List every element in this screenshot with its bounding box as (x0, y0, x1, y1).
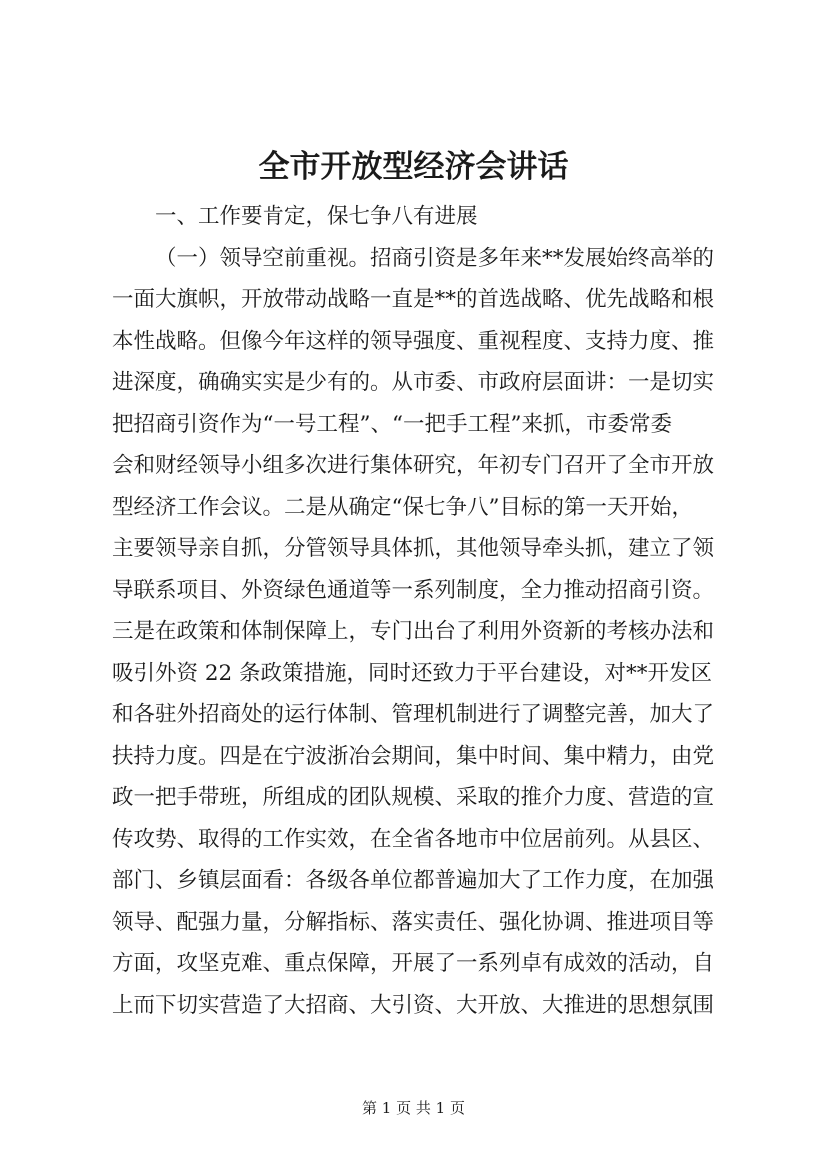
paragraph-line: 一面大旗帜，开放带动战略一直是**的首选战略、优先战略和根 (112, 287, 715, 312)
paragraph-line: 传攻势、取得的工作实效，在全省各地市中位居前列。从县区、 (112, 826, 715, 852)
document-body (112, 196, 739, 1026)
paragraph-line: 方面，攻坚克难、重点保障，开展了一系列卓有成效的活动，自 (112, 951, 715, 976)
paragraph-line: 政一把手带班，所组成的团队规模、采取的推介力度、营造的宣 (112, 785, 715, 810)
paragraph-line: 领导、配强力量，分解指标、落实责任、强化协调、推进项目等 (112, 909, 715, 935)
paragraph-line: 型经济工作会议。二是从确定“保七争八”目标的第一天开始， (112, 494, 693, 520)
paragraph-line: （一）领导空前重视。招商引资是多年来**发展始终高举的 (155, 245, 715, 271)
paragraph-line: 主要领导亲自抓，分管领导具体抓，其他领导牵头抓，建立了领 (112, 536, 715, 561)
paragraph-line: 和各驻外招商处的运行体制、管理机制进行了调整完善，加大了 (112, 702, 715, 727)
paragraph-line: 三是在政策和体制保障上，专门出台了利用外资新的考核办法和 (112, 619, 715, 644)
paragraph-line: 部门、乡镇层面看：各级各单位都普遍加大了工作力度，在加强 (112, 868, 715, 893)
paragraph-line: 扶持力度。四是在宁波浙冶会期间，集中时间、集中精力，由党 (112, 743, 715, 769)
page-footer: 第 1 页 共 1 页 (362, 1099, 465, 1117)
section-heading: 一、工作要肯定，保七争八有进展 (155, 204, 478, 229)
paragraph-line: 导联系项目、外资绿色通道等一系列制度，全力推动招商引资。 (112, 577, 715, 603)
paragraph-line: 把招商引资作为“一号工程”、“一把手工程”来抓，市委常委 (112, 411, 672, 437)
paragraph-line: 吸引外资 22 条政策措施，同时还致力于平台建设，对**开发区 (112, 660, 713, 686)
paragraph-line: 进深度，确确实实是少有的。从市委、市政府层面讲：一是切实 (112, 370, 715, 395)
document-title: 全市开放型经济会讲话 (258, 149, 569, 185)
paragraph-line: 上而下切实营造了大招商、大引资、大开放、大推进的思想氛围 (112, 992, 715, 1018)
paragraph-line: 会和财经领导小组多次进行集体研究，年初专门召开了全市开放 (112, 453, 715, 478)
paragraph-line: 本性战略。但像今年这样的领导强度、重视程度、支持力度、推 (112, 328, 715, 354)
